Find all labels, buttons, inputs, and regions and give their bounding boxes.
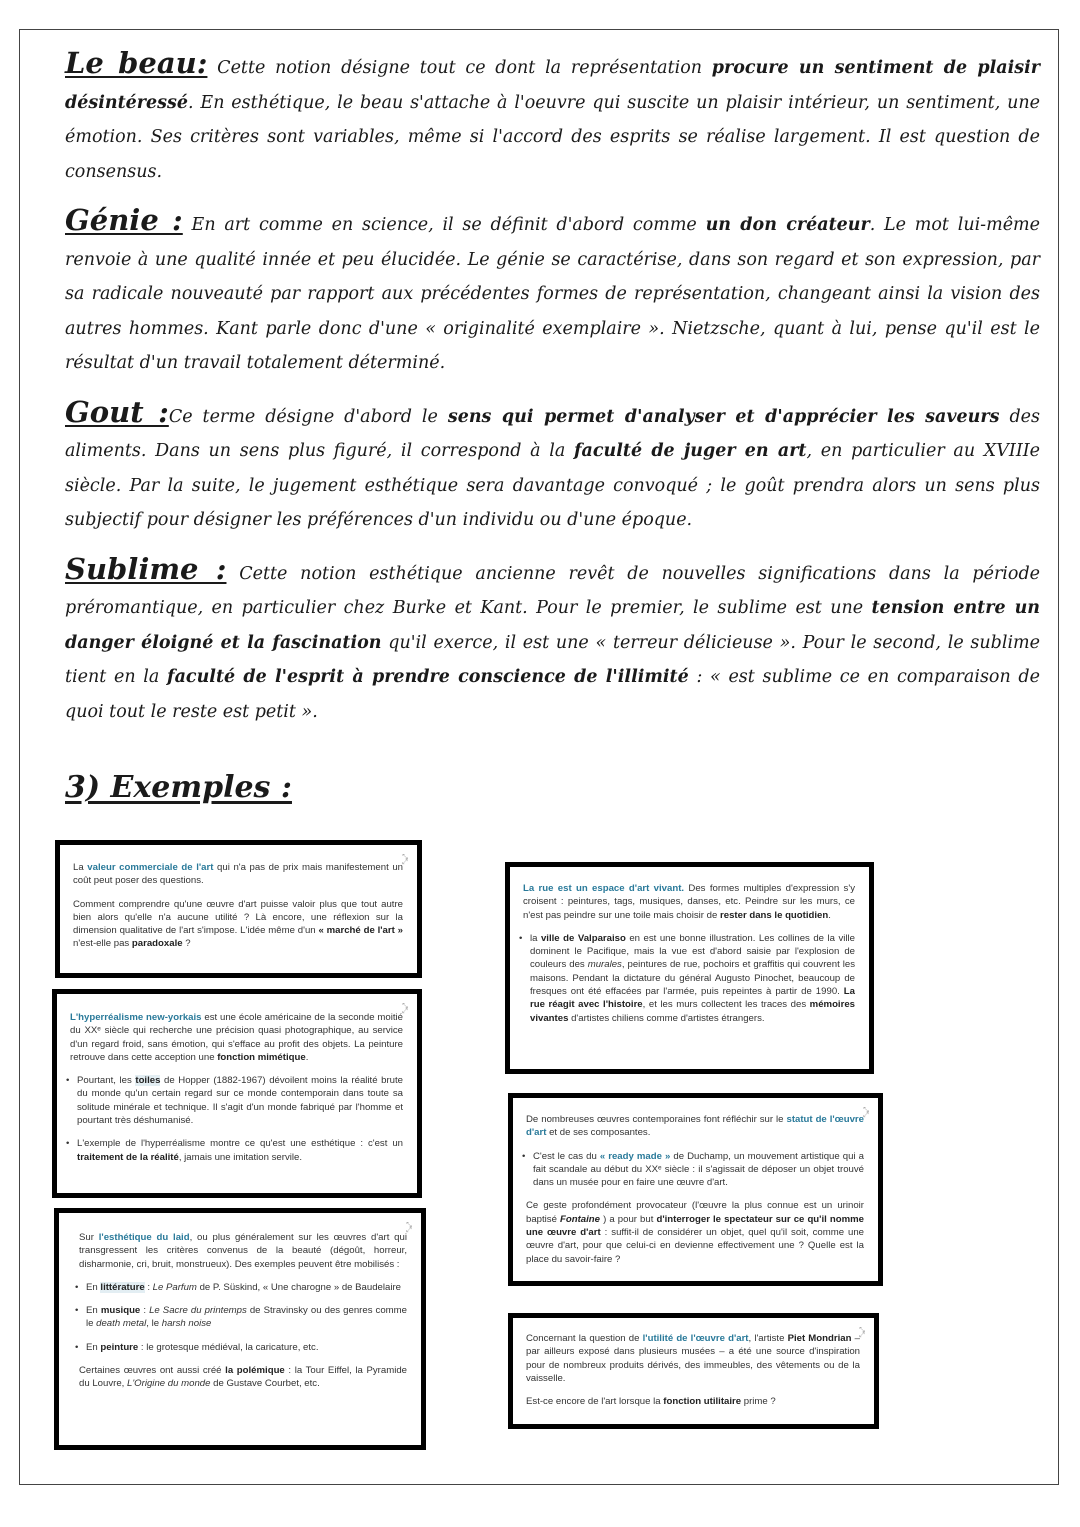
card-hyperrealisme bbox=[52, 989, 422, 1198]
card-paragraph bbox=[73, 898, 403, 951]
text-run: qui n'a pas de prix mais manifestement un coût peut poser des questions. bbox=[73, 862, 404, 887]
list-item bbox=[70, 1074, 403, 1127]
text-run: : « est sublime ce en comparaison de quoi tout le reste est petit ». bbox=[65, 667, 1040, 722]
text-run: Pourtant, les bbox=[77, 1075, 136, 1087]
emphasis-text: paradoxale bbox=[131, 938, 183, 950]
term-genie: Génie : bbox=[65, 203, 183, 237]
text-run: , en particulier au XVIIIe siècle. Par la suite, le jugement esthétique sera davantage convoqué ; le goût prendra alors un sens plus subjectif pour désigner les préférences d'un individu ou d'une époque. bbox=[65, 441, 1040, 530]
card-paragraph bbox=[79, 1364, 407, 1391]
emphasis-text: harsh noise bbox=[161, 1318, 212, 1330]
emphasis-text: death metal bbox=[96, 1318, 147, 1330]
card-rue-art-vivant bbox=[505, 862, 874, 1074]
emphasis-text: statut de l'œuvre d'art bbox=[526, 1114, 864, 1139]
bullet-list bbox=[70, 1074, 403, 1164]
text-run: Concernant la question de bbox=[526, 1333, 643, 1344]
emphasis-text: mémoires vivantes bbox=[530, 999, 855, 1024]
expand-icon[interactable]: ⤡ ⤢ bbox=[406, 1222, 412, 1234]
card-paragraph bbox=[526, 1113, 864, 1140]
expand-icon[interactable]: ⤡ ⤢ bbox=[402, 1003, 408, 1015]
emphasis-text: murales bbox=[587, 959, 622, 971]
emphasis-text: L'Origine du monde bbox=[127, 1378, 211, 1390]
emphasis-text: valeur commerciale de l'art bbox=[87, 862, 214, 873]
definition-genie bbox=[65, 203, 1040, 381]
text-run: Certaines œuvres ont aussi créé bbox=[79, 1365, 226, 1377]
text-run: de Duchamp, un mouvement artistique qui a fait scandale au début du XXᵉ siècle : il s'agissait de déposer un objet trouvé dans un musée pour en faire une œuvre d'art. bbox=[533, 1150, 864, 1189]
term-sublime: Sublime : bbox=[65, 551, 227, 586]
text-run: . bbox=[828, 909, 831, 921]
emphasis-text: Le Sacre du printemps bbox=[149, 1305, 247, 1317]
emphasis-text: Piet Mondrian bbox=[787, 1333, 852, 1344]
text-run: En bbox=[86, 1305, 101, 1317]
definition-sublime bbox=[65, 552, 1040, 730]
text-run: En art comme en science, il se définit d'abord comme bbox=[182, 215, 706, 235]
text-run: : bbox=[144, 1281, 153, 1293]
emphasis-text: « marché de l'art » bbox=[318, 925, 403, 937]
emphasis-text: la polémique bbox=[225, 1365, 285, 1377]
text-run: en est une bonne illustration. Les collines de la ville dominent le Pacifique, mais la vue est d'abord saisie par l'explosion de couleurs des bbox=[530, 932, 855, 971]
text-run: Cette notion désigne tout ce dont la représentation bbox=[207, 58, 712, 78]
list-item bbox=[79, 1281, 407, 1294]
text-run: Ce terme désigne d'abord le bbox=[168, 406, 448, 427]
text-run: est une école américaine de la seconde moitié du XXᵉ siècle qui recherche une précision quasi photographique, au service d'un regard froid, sans émotion, qui s'efface au profit des objets. La peinture retrouve dans cette acception une bbox=[70, 1012, 403, 1063]
expand-icon[interactable]: ⤡ ⤢ bbox=[402, 854, 408, 866]
text-run: Comment comprendre qu'une œuvre d'art puisse valoir plus que tout autre bien alors qu'elle n'a aucune utilité ? Là encore, une réflexion sur la dimension qualitative de l'art s'impose. L'idée même d'un bbox=[73, 898, 403, 937]
text-run: : suffit-il de considérer un objet, quel qu'il soit, comme une œuvre d'art, pour que celui-ci en devienne effectivement une ? Quelle est la place du savoir-faire ? bbox=[526, 1227, 864, 1265]
emphasis-text: l'utilité de l'œuvre d'art bbox=[642, 1333, 749, 1344]
card-paragraph bbox=[79, 1231, 407, 1271]
text-run: La bbox=[73, 862, 88, 873]
text-run: la bbox=[530, 932, 541, 944]
bullet-list bbox=[526, 1150, 864, 1190]
text-run: de Gustave Courbet, etc. bbox=[210, 1378, 320, 1390]
text-run: des aliments. Dans un sens plus figuré, il correspond à la bbox=[65, 406, 1041, 461]
emphasis-text: fonction utilitaire bbox=[663, 1396, 742, 1408]
definition-gout bbox=[65, 395, 1040, 538]
card-paragraph bbox=[70, 1011, 403, 1064]
bullet-list bbox=[79, 1281, 407, 1354]
emphasis-text: rester dans le quotidien bbox=[720, 909, 829, 921]
text-run: : le grotesque médiéval, la caricature, etc. bbox=[138, 1341, 319, 1353]
text-run: n'est-elle pas bbox=[73, 938, 132, 950]
examples-heading: 3) Exemples : bbox=[65, 770, 292, 805]
text-run: C'est le cas du bbox=[533, 1150, 600, 1162]
text-run: de P. Süskind, « Une charogne » de Baudelaire bbox=[196, 1281, 402, 1293]
text-run: ) a pour but bbox=[600, 1213, 657, 1225]
card-paragraph bbox=[526, 1332, 860, 1385]
text-run: , jamais une imitation servile. bbox=[178, 1151, 303, 1163]
text-run: L'exemple de l'hyperréalisme montre ce qu'est une esthétique : c'est un bbox=[77, 1138, 403, 1150]
text-run: . En esthétique, le beau s'attache à l'oeuvre qui suscite un plaisir intérieur, un sentiment, une émotion. Ses critères sont variables, même si l'accord des esprits se réalise largement. Il est question de consensus. bbox=[65, 92, 1040, 182]
text-run: : bbox=[140, 1305, 150, 1317]
list-item bbox=[70, 1137, 403, 1164]
text-run: , et les murs collectent les traces des bbox=[642, 999, 810, 1011]
text-run: En bbox=[86, 1341, 101, 1353]
emphasis-text: L'hyperréalisme new-yorkais bbox=[70, 1012, 202, 1023]
list-item bbox=[526, 1150, 864, 1190]
expand-icon[interactable]: ⤡ ⤢ bbox=[863, 1107, 869, 1119]
card-paragraph bbox=[526, 1199, 864, 1265]
text-run: qu'il exerce, il est une « terreur délicieuse ». Pour le second, le sublime tient en la bbox=[65, 632, 1040, 687]
card-paragraph bbox=[526, 1395, 860, 1408]
emphasis-text: tension entre un danger éloigné et la fascination bbox=[65, 598, 1041, 653]
emphasis-text: l'esthétique du laid bbox=[98, 1232, 190, 1243]
text-run: Des formes multiples d'expression s'y croisent : peintures, tags, musiques, danses, etc. Peindre sur les murs, ce n'est pas peindre sur une toile mais choisir de bbox=[523, 883, 855, 921]
term-beau: Le beau: bbox=[65, 46, 208, 80]
list-item bbox=[79, 1341, 407, 1354]
text-run: . bbox=[305, 1051, 309, 1063]
text-run: , peintures de rue, pochoirs et graffitis qui couvrent les maisons. Pendant la dictature du général Augusto Pinochet, beaucoup de fresques ont été effacées par l'armée, puis repeintes à partir de 1990. bbox=[530, 959, 855, 998]
term-gout: Gout : bbox=[65, 394, 169, 429]
emphasis-text: d'interroger le spectateur sur ce qu'il nomme une œuvre d'art bbox=[526, 1213, 864, 1239]
emphasis-text: un don créateur bbox=[705, 215, 870, 235]
text-run: . Le mot lui-même renvoie à une qualité innée et peu élucidée. Le génie se caractérise, dans son regard et son expression, par sa radicale nouveauté par rapport aux précédentes formes de représentation, changeant ainsi la vision des autres hommes. Kant parle donc d'une « originalité exemplaire ». Nietzsche, quant à lui, pense qu'il est le résultat d'un travail totalement déterminé. bbox=[65, 215, 1040, 373]
text-run: : la Tour Eiffel, la Pyramide du Louvre, bbox=[79, 1365, 407, 1390]
card-valeur-commerciale bbox=[55, 840, 422, 978]
emphasis-text: ville de Valparaiso bbox=[540, 932, 626, 944]
emphasis-text: traitement de la réalité bbox=[77, 1151, 179, 1163]
text-run: et de ses composantes. bbox=[546, 1127, 651, 1139]
emphasis-text: faculté de l'esprit à prendre conscience de l'illimité bbox=[167, 667, 689, 687]
definition-beau bbox=[65, 46, 1040, 189]
emphasis-text: toiles bbox=[135, 1075, 161, 1087]
text-run: – par ailleurs exposé dans plusieurs musées – a été une source d'inspiration pour de nombreux produits dérivés, des immeubles, des vêtements ou de la vaisselle. bbox=[526, 1333, 860, 1384]
text-run: Cette notion esthétique ancienne revêt de nouvelles significations dans la période préromantique, en particulier chez Burke et Kant. Pour le premier, le sublime est une bbox=[65, 563, 1041, 618]
emphasis-text: Le Parfum bbox=[152, 1281, 197, 1293]
card-paragraph bbox=[73, 861, 403, 888]
text-run: , ou plus généralement sur les œuvres d'art qui transgressent les critères convenus de la beauté (dégoût, horreur, disharmonie, cri, bruit, monstrueux). Des exemples peuvent être mobilisés : bbox=[79, 1232, 407, 1270]
text-run: Sur bbox=[79, 1232, 99, 1243]
card-esthetique-laid bbox=[54, 1208, 426, 1450]
text-run: En bbox=[86, 1281, 101, 1293]
text-run: , le bbox=[146, 1318, 162, 1330]
expand-icon[interactable]: ⤡ ⤢ bbox=[859, 1327, 865, 1339]
emphasis-text: musique bbox=[100, 1305, 141, 1317]
emphasis-text: procure un sentiment de plaisir désintéressé bbox=[65, 58, 1041, 113]
card-statut-oeuvre bbox=[508, 1093, 883, 1286]
definitions-section bbox=[65, 46, 1040, 743]
list-item bbox=[523, 932, 855, 1025]
emphasis-text: littérature bbox=[100, 1281, 145, 1293]
text-run: de Hopper (1882-1967) dévoilent moins la réalité brute du monde qu'un certain regard sur ce monde contemporain dans toute sa solitude minérale et technique. Il s'agit d'un monde fabriqué par l'homme et pourtant très déshumanisé. bbox=[77, 1075, 403, 1127]
card-paragraph bbox=[523, 882, 855, 922]
emphasis-text: sens qui permet d'analyser et d'apprécier les saveurs bbox=[447, 406, 1000, 427]
card-utilite-oeuvre bbox=[508, 1313, 879, 1429]
emphasis-text: « ready made » bbox=[599, 1150, 671, 1162]
text-run: prime ? bbox=[741, 1396, 776, 1408]
text-run: De nombreuses œuvres contemporaines font réfléchir sur le bbox=[526, 1114, 787, 1125]
text-run: Ce geste profondément provocateur (l'œuvre la plus connue est un urinoir baptisé bbox=[526, 1200, 864, 1225]
list-item bbox=[79, 1304, 407, 1331]
text-run: Est-ce encore de l'art lorsque la bbox=[526, 1396, 664, 1408]
bullet-list bbox=[523, 932, 855, 1025]
text-run: de Stravinsky ou des genres comme le bbox=[86, 1305, 408, 1330]
text-run: d'artistes chiliens comme d'artistes étrangers. bbox=[568, 1012, 765, 1024]
emphasis-text: La rue réagit avec l'histoire bbox=[530, 986, 855, 1011]
emphasis-text: peinture bbox=[100, 1341, 139, 1353]
text-run: , l'artiste bbox=[748, 1333, 788, 1344]
emphasis-text: Fontaine bbox=[560, 1213, 600, 1225]
emphasis-text: fonction mimétique bbox=[217, 1051, 306, 1063]
text-run: ? bbox=[182, 938, 191, 950]
emphasis-text: faculté de juger en art bbox=[573, 441, 807, 461]
emphasis-text: La rue est un espace d'art vivant. bbox=[523, 883, 685, 894]
